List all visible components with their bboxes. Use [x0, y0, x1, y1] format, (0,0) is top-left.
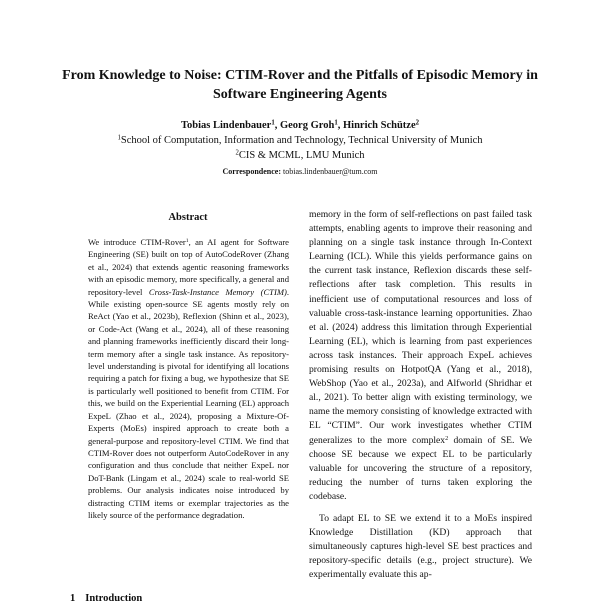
right-column	[309, 208, 532, 582]
correspondence-email: tobias.lindenbauer@tum.com	[283, 167, 378, 176]
footnote-mark: 1	[185, 238, 189, 245]
abstract-text: . While existing open-source SE agents mostly rely on ReAct (Yao et al., 2023b), Reflexion (Shinn et al., 2023), or Code-Act (Wang et al., 2024), all of these reasoning and planning frameworks inefficiently discard their long-term memory after a single task instance. As repository-level understanding is pivotal for identifying all locations requiring a patch for fixing a bug, we hypothesize that SE is particularly well positioned to benefit from CTIM. For this, we build on the Experiential Learning (EL) approach ExpeL (Zhao et al., 2024), proposing a Mixture-Of-Experts (MoEs) inspired approach to create both a general-purpose and repository-level CTIM. We find that CTIM-Rover does not outperform AutoCodeRover in any configuration and thus conclude that neither ExpeL nor DoT-Bank (Lingam et al., 2024) scale to real-world SE problems. Our analysis indicates noise introduced by distracting CTIM items or exemplar trajectories as the likely source of the performance degradation.	[88, 286, 289, 520]
affiliation-mark: 1	[117, 134, 121, 142]
author-name: Georg Groh	[279, 120, 335, 131]
section-heading	[70, 593, 142, 604]
affiliation-mark: 2	[235, 149, 239, 157]
paper-title: From Knowledge to Noise: CTIM-Rover and the Pitfalls of Episodic Memory in Software Engineering Agents	[62, 68, 538, 102]
section-title: Introduction	[85, 593, 143, 604]
author-name: Hinrich Schütze	[342, 120, 416, 131]
body-paragraph	[309, 512, 532, 582]
abstract-text: We introduce CTIM-Rover	[88, 237, 186, 247]
abstract-text: , an AI agent for Software Engineering (SE) built on top of AutoCodeRover (Zhang et al., 2024) that extends agentic reasoning frameworks with an episodic memory, more specifically, a general and repository-level	[88, 237, 289, 297]
affiliation-text: School of Computation, Information and Technology, Technical University of Munich	[120, 135, 483, 146]
affiliation-text: CIS & MCML, LMU Munich	[238, 150, 365, 161]
body-text: memory in the form of self-reflections on past failed task attempts, enabling agents to improve their reasoning and planning on a single task instance through In-Context Learning (ICL). While this yields performance gains on the current task instance, Reflexion discards these self-reflections after task completion. This results in inefficient use of computational resources and loss of valuable cross-task-instance learning opportunities. Zhao et al. (2024) address this limitation through Experiential Learning (EL), which is learning from past experiences across task instances. Their approach ExpeL achieves promising results on HotpotQA (Yang et al., 2018), WebShop (Yao et al., 2023a), and Alfworld (Shridhar et al., 2021). To better align with existing terminology, we name the memory consisting of knowledge extracted with EL “CTIM”. Our work investigates whether CTIM generalizes to the more complex	[309, 209, 532, 446]
body-text: To adapt EL to SE we extend it to a MoEs inspired Knowledge Distillation (KD) approach that simultaneously captures high-level SE best practices and repository-specific details (e.g., project structure). We experimentally evaluate this ap-	[309, 512, 532, 581]
author-affiliation-mark: 1	[334, 119, 338, 127]
author-affiliation-mark: 2	[415, 119, 420, 127]
affiliation-2	[40, 149, 560, 163]
section-number: 1	[70, 593, 76, 604]
author-list: Tobias Lindenbauer$^1$, Georg Groh$^1$, Hinrich Schütze$^2$	[180, 119, 420, 131]
abstract-heading: Abstract	[168, 212, 208, 223]
abstract-paragraph	[88, 236, 289, 521]
footnote-mark: 2	[445, 434, 449, 442]
abstract-italic-term: Cross-Task-Instance Memory (CTIM)	[148, 286, 287, 297]
body-paragraph	[309, 208, 532, 504]
abstract-body	[88, 236, 289, 521]
correspondence-label: Correspondence:	[222, 167, 282, 176]
affiliation-1	[40, 134, 560, 148]
author-affiliation-mark: 1	[271, 119, 275, 127]
correspondence-line	[40, 166, 560, 177]
author-name: Tobias Lindenbauer	[180, 120, 272, 131]
body-text: domain of SE. We choose SE because we expect EL to be particularly valuable for uncovering the structure of a repository, reducing the number of turns taken exploring the codebase.	[309, 434, 532, 502]
